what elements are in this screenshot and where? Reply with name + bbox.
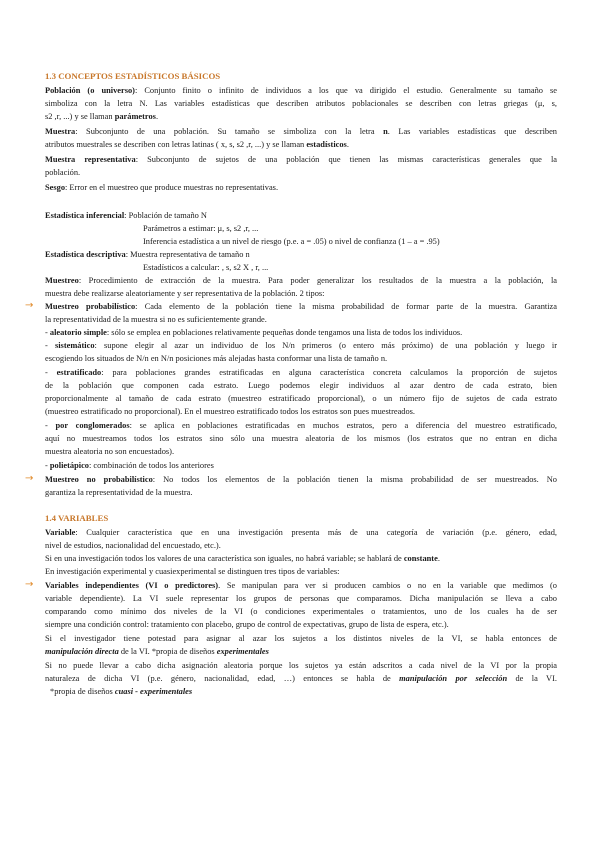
vi-line-2: variable dependiente). La VI suele representar los grupos de personas que comparamos. Dicha manipulación se lleva a cabo <box>45 594 557 603</box>
conglomerados-line-2: aquí no muestreamos todos los estratos sino sólo una muestra aleatoria de los mismos (los estratos que no entran en dicha <box>45 434 557 443</box>
conglomerados-line-3: muestra aleatoria no son encuestados). <box>45 447 175 456</box>
vi-line-4: siempre una condición control: tratamiento con placebo, grupo de control de expectativas, grupo de lista de espera, etc.). <box>45 620 449 629</box>
probabilistico-line-2: la representatividad de la muestra si no es suficientemente grande. <box>45 315 267 324</box>
arrow-icon: → <box>25 579 34 590</box>
tipos-de-variables: En investigación experimental y cuasiexperimental se distinguen tres tipos de variables: <box>45 567 340 576</box>
aleatorio-simple: - aleatorio simple: sólo se emplea en poblaciones relativamente pequeñas donde tengamos una lista de todos los individuos. <box>45 328 463 337</box>
seleccion-line-3: *propia de diseños cuasi - experimentales <box>50 687 193 696</box>
manipulacion-directa: Si el investigador tiene potestad para asignar al azar los sujetos a los distintos niveles de la VI, se habla entonces de <box>45 634 557 643</box>
variable-definition: Variable: Cualquier característica que en una investigación presenta más de una categoría de variación (p.e. género, edad, <box>45 528 557 537</box>
muestra-line-2: atributos muestrales se describen con letras latinas ( x, s, s2 ,r, ...) y se llaman estadísticos. <box>45 140 349 149</box>
muestra-definition: Muestra: Subconjunto de una población. Su tamaño se simboliza con la letra n. Las variables estadísticas que describen <box>45 127 557 136</box>
muestreo-line-2: muestra debe realizarse aleatoriamente y ser representativa de la población. 2 tipos: <box>45 289 325 298</box>
variable-line-2: nivel de estudios, nacionalidad del encuestado, etc.). <box>45 541 221 550</box>
estratificado: - estratificado: para poblaciones grandes estratificadas en alguna característica concreta calculamos la proporción de sujetos <box>45 368 557 377</box>
no-probabilistico-line-2: garantiza la representatividad de la muestra. <box>45 488 193 497</box>
muestra-representativa-line-2: población. <box>45 168 81 177</box>
arrow-icon: → <box>25 300 34 311</box>
poblacion-definition: Población (o universo): Conjunto finito o infinito de individuos a los que va dirigido el estudio. Generalmente su tamaño se <box>45 86 557 95</box>
variables-independientes: Variables independientes (VI o predictores). Se manipulan para ver si producen cambios o no en la variable que medimos (o <box>45 581 557 590</box>
muestreo-probabilistico: Muestreo probabilístico: Cada elemento de la población tiene la misma probabilidad de formar parte de la muestra. Garantiza <box>45 302 557 311</box>
manipulacion-directa-line-2: manipulación directa de la VI. *propia de diseños experimentales <box>45 647 269 656</box>
estadistica-inferencial: Estadística inferencial: Población de tamaño N <box>45 211 207 220</box>
por-conglomerados: - por conglomerados: se aplica en poblaciones estratificadas en muchos estratos, pero a diferencia del muestreo estratificado, <box>45 421 557 430</box>
sistematico-line-2: escogiendo los situados de N/n en N/n posiciones más alejadas hasta conformar una lista de tamaño n. <box>45 354 388 363</box>
constante-definition: Si en una investigación todos los valores de una característica son iguales, no habrá variable; se hablará de constante. <box>45 554 440 563</box>
estadistica-descriptiva: Estadística descriptiva: Muestra representativa de tamaño n <box>45 250 250 259</box>
inferencial-line-2: Parámetros a estimar: μ, s, s2 ,r, ... <box>143 224 259 233</box>
estratificado-line-4: (muestreo estratificado no proporcional). En el muestreo estratificado todos los estratos son pues muestreados. <box>45 407 416 416</box>
polietapico: - polietápico: combinación de todos los anteriores <box>45 461 214 470</box>
manipulacion-por-seleccion: Si no puede llevar a cabo dicha asignación aleatoria porque los sujetos ya están adscritos a cada nivel de la VI por la propia <box>45 661 557 670</box>
muestreo-no-probabilistico: Muestreo no probabilístico: No todos los elementos de la población tienen la misma probabilidad de ser muestreados. No <box>45 475 557 484</box>
arrow-icon: → <box>25 473 34 484</box>
poblacion-line-3: s2 ,r, ...) y se llaman parámetros. <box>45 112 159 121</box>
poblacion-line-2: simboliza con la letra N. Las variables estadísticas que describen atributos poblacionales se describen con letras griegas (μ, s, <box>45 99 557 108</box>
sesgo-definition: Sesgo: Error en el muestreo que produce muestras no representativas. <box>45 183 279 192</box>
muestra-representativa-definition: Muestra representativa: Subconjunto de sujetos de una población que tienen las mismas características generales que la <box>45 155 557 164</box>
descriptiva-line-2: Estadísticos a calcular: , s, s2 X , r, ... <box>143 263 269 272</box>
sistematico: - sistemático: supone elegir al azar un individuo de los N/n primeros (o entero más próximo) de una población y luego ir <box>45 341 557 350</box>
inferencial-line-3: Inferencia estadística a un nivel de riesgo (p.e. a = .05) o nivel de confianza (1 – a = .95) <box>143 237 440 246</box>
seleccion-line-2: naturaleza de dicha VI (p.e. género, nacionalidad, edad, …) entonces se habla de manipulación por selección de la VI. <box>45 674 557 683</box>
muestreo-definition: Muestreo: Procedimiento de extracción de la muestra. Para poder generalizar los resultados de la muestra a la población, la <box>45 276 557 285</box>
estratificado-line-2: de la población que componen cada estrato. Luego podemos elegir individuos al azar dentro de cada estrato, bien <box>45 381 557 390</box>
section-heading-1-4: 1.4 VARIABLES <box>45 513 109 523</box>
vi-line-3: comparando como mínimo dos niveles de la VI (o condiciones experimentales o tratamientos, uno de los cuales ha de ser <box>45 607 557 616</box>
estratificado-line-3: proporcionalmente al tamaño de cada estrato (muestreo estratificado proporcional), o un número fijo de sujetos de cada estrato <box>45 394 557 403</box>
section-heading-1-3: 1.3 CONCEPTOS ESTADÍSTICOS BÁSICOS <box>45 71 221 81</box>
